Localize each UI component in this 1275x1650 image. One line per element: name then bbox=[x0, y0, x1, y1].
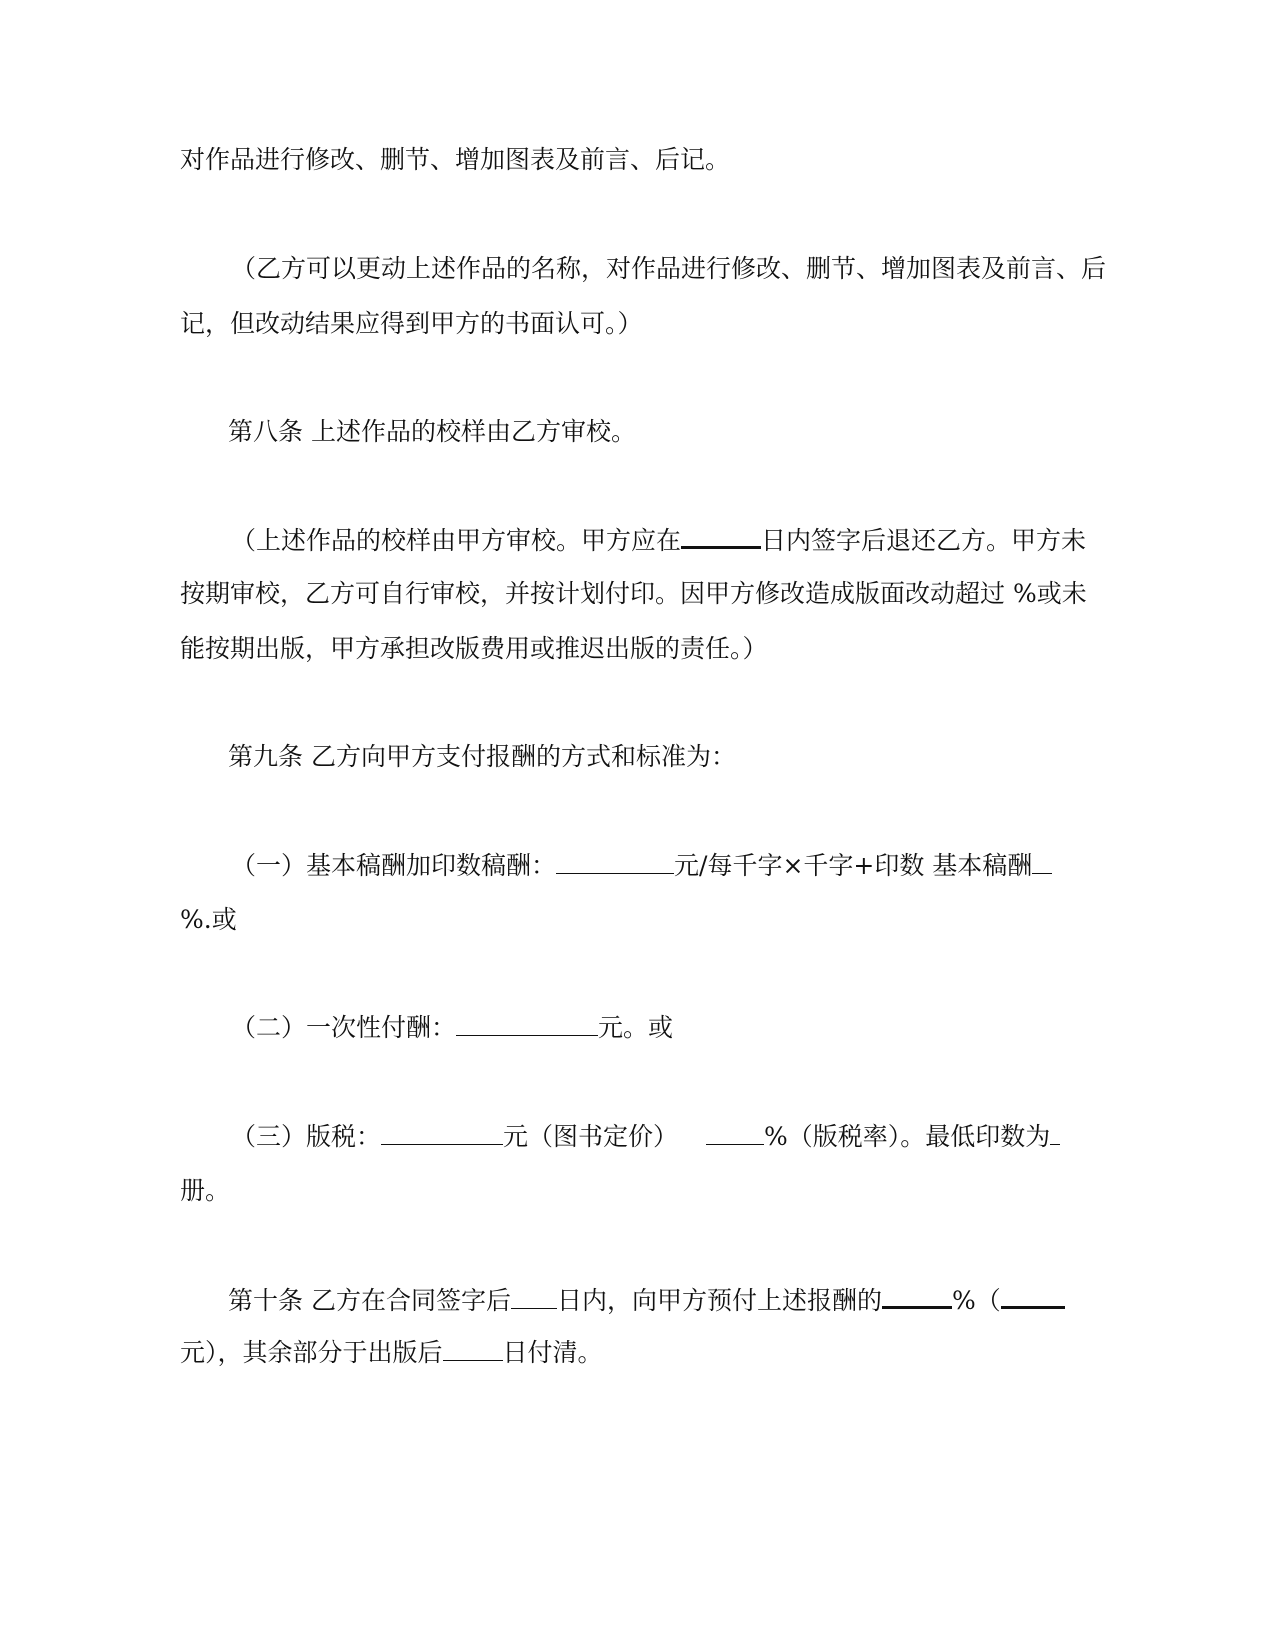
text: 记，但改动结果应得到甲方的书面认可。） bbox=[180, 309, 643, 338]
text: （一）基本稿酬加印数稿酬： bbox=[231, 851, 557, 880]
paragraph-line bbox=[180, 634, 1080, 664]
text: 元（图书定价） bbox=[503, 1122, 679, 1151]
paragraph-line bbox=[180, 1176, 1080, 1206]
paragraph-line bbox=[231, 851, 1131, 881]
paragraph-line bbox=[180, 309, 1080, 339]
blank-underline bbox=[1001, 1284, 1065, 1309]
text: 册。 bbox=[180, 1176, 231, 1205]
article-8-heading bbox=[228, 417, 1128, 447]
article-9-heading bbox=[228, 742, 1128, 772]
text: （上述作品的校样由甲方审校。甲方应在 bbox=[231, 526, 682, 555]
text: 第十条 乙方在合同签字后 bbox=[228, 1286, 511, 1315]
blank-underline bbox=[511, 1286, 557, 1309]
text: 第八条 上述作品的校样由乙方审校。 bbox=[228, 417, 636, 446]
paragraph-line bbox=[180, 905, 1080, 935]
text: （三）版税： bbox=[231, 1122, 382, 1151]
text: 对作品进行修改、删节、增加图表及前言、后记。 bbox=[180, 145, 731, 174]
blank-underline bbox=[381, 1122, 503, 1145]
paragraph-line bbox=[231, 1122, 1131, 1152]
text: 日付清。 bbox=[502, 1338, 603, 1367]
text: （乙方可以更动上述作品的名称，对作品进行修改、删节、增加图表及前言、后 bbox=[231, 254, 1107, 283]
blank-underline bbox=[681, 524, 761, 549]
article-10-line bbox=[228, 1284, 1128, 1316]
blank-underline bbox=[456, 1013, 598, 1036]
text: 能按期出版，甲方承担改版费用或推迟出版的责任。） bbox=[180, 634, 768, 663]
text: 日内，向甲方预付上述报酬的 bbox=[556, 1286, 882, 1315]
blank-underline bbox=[882, 1284, 952, 1309]
paragraph-line bbox=[231, 1013, 1131, 1043]
paragraph-line bbox=[231, 524, 1131, 556]
text: %.或 bbox=[180, 905, 237, 934]
text: %（版税率）。最低印数为 bbox=[764, 1122, 1051, 1151]
paragraph-line bbox=[180, 1338, 1080, 1368]
paragraph-line bbox=[180, 579, 1087, 609]
blank-underline bbox=[1050, 1122, 1060, 1145]
text: 元。或 bbox=[598, 1013, 674, 1042]
text: 日内签字后退还乙方。甲方未 bbox=[761, 526, 1087, 555]
blank-underline bbox=[1032, 851, 1052, 874]
text: 元），其余部分于出版后 bbox=[180, 1338, 443, 1367]
blank-underline bbox=[706, 1122, 764, 1145]
blank-underline bbox=[443, 1338, 503, 1361]
paragraph-line bbox=[180, 145, 1080, 175]
blank-underline bbox=[556, 851, 674, 874]
text: （二）一次性付酬： bbox=[231, 1013, 457, 1042]
text: 元/每千字×千字+印数 基本稿酬 bbox=[674, 851, 1033, 880]
text: %（ bbox=[951, 1286, 1001, 1315]
paragraph-line bbox=[231, 254, 1131, 284]
text: 第九条 乙方向甲方支付报酬的方式和标准为： bbox=[228, 742, 736, 771]
text: 按期审校，乙方可自行审校，并按计划付印。因甲方修改造成版面改动超过 %或未 bbox=[180, 579, 1087, 608]
